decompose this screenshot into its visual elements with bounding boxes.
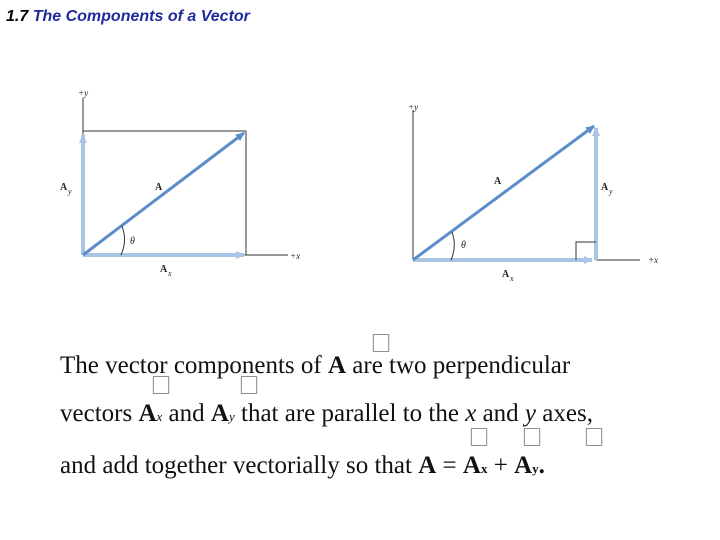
- left-y-axis-label: +y: [78, 88, 89, 98]
- right-y-component-label: A: [601, 182, 609, 193]
- right-x-component-sub: x: [510, 274, 514, 283]
- right-figure: [408, 102, 658, 283]
- line3-vector-ax: A: [462, 452, 481, 479]
- right-right-angle: [576, 242, 596, 260]
- left-vector-label: A: [155, 182, 163, 193]
- line2-sub-x: x: [156, 409, 163, 424]
- line2-vector-ay: A: [210, 400, 229, 427]
- body-line-1: [60, 340, 570, 392]
- glyph-above-line3-ax: ⃞: [523, 428, 541, 449]
- title-text: The Components of a Vector: [32, 8, 250, 25]
- line3-equals: =: [442, 452, 457, 479]
- line2-vector-ax: A: [138, 400, 157, 427]
- glyph-above-line1-vec: ⃞: [372, 334, 390, 355]
- line2-text-b: that are parallel to the: [241, 400, 459, 427]
- glyph-above-line2-vec2: ⃞: [240, 376, 258, 397]
- line3-period: .: [538, 452, 545, 479]
- right-angle-arc: [451, 232, 454, 260]
- left-x-axis-label: +x: [290, 251, 301, 261]
- left-y-component-label: A: [60, 182, 68, 193]
- right-x-axis-label: +x: [648, 255, 659, 265]
- line2-text-a: vectors: [60, 400, 133, 427]
- left-figure: [60, 88, 300, 278]
- left-angle-label: θ: [130, 236, 135, 247]
- line3-sub-x: x: [480, 461, 488, 476]
- right-angle-label: θ: [461, 240, 466, 251]
- right-vector: [413, 126, 594, 260]
- left-x-component-sub: x: [168, 269, 172, 278]
- left-vector: [83, 133, 244, 255]
- line3-sub-y: y: [532, 461, 539, 476]
- line3-plus: +: [493, 452, 508, 479]
- glyph-above-line3-ay: ⃞: [585, 428, 603, 449]
- line1-vector-a: A: [327, 352, 347, 379]
- line2-and2: and: [482, 400, 519, 427]
- line2-x: x: [465, 400, 477, 427]
- right-y-axis-label: +y: [408, 102, 419, 112]
- glyph-above-line3-vec: ⃞: [470, 428, 488, 449]
- body-line-2: [60, 388, 593, 443]
- glyph-above-line2-vec1: ⃞: [152, 376, 170, 397]
- body-line-3: [60, 440, 545, 495]
- line2-text-c: axes,: [542, 400, 593, 427]
- left-angle-arc: [121, 226, 124, 255]
- right-x-component-label: A: [502, 269, 510, 280]
- title-number: 1.7: [6, 8, 29, 25]
- right-y-component-sub: y: [609, 187, 613, 196]
- left-x-component-label: A: [160, 264, 168, 275]
- right-vector-label: A: [494, 176, 502, 187]
- line3-vector-a: A: [418, 452, 437, 479]
- left-y-component-sub: y: [68, 187, 72, 196]
- line2-and: and: [168, 400, 205, 427]
- line1-text-b: are two perpendicular: [352, 352, 571, 379]
- line1-text-a: The vector components of: [60, 352, 322, 379]
- line2-sub-y: y: [228, 409, 235, 424]
- line2-y: y: [524, 400, 537, 427]
- line3-vector-ay: A: [514, 452, 533, 479]
- line3-text-a: and add together vectorially so that: [60, 452, 412, 479]
